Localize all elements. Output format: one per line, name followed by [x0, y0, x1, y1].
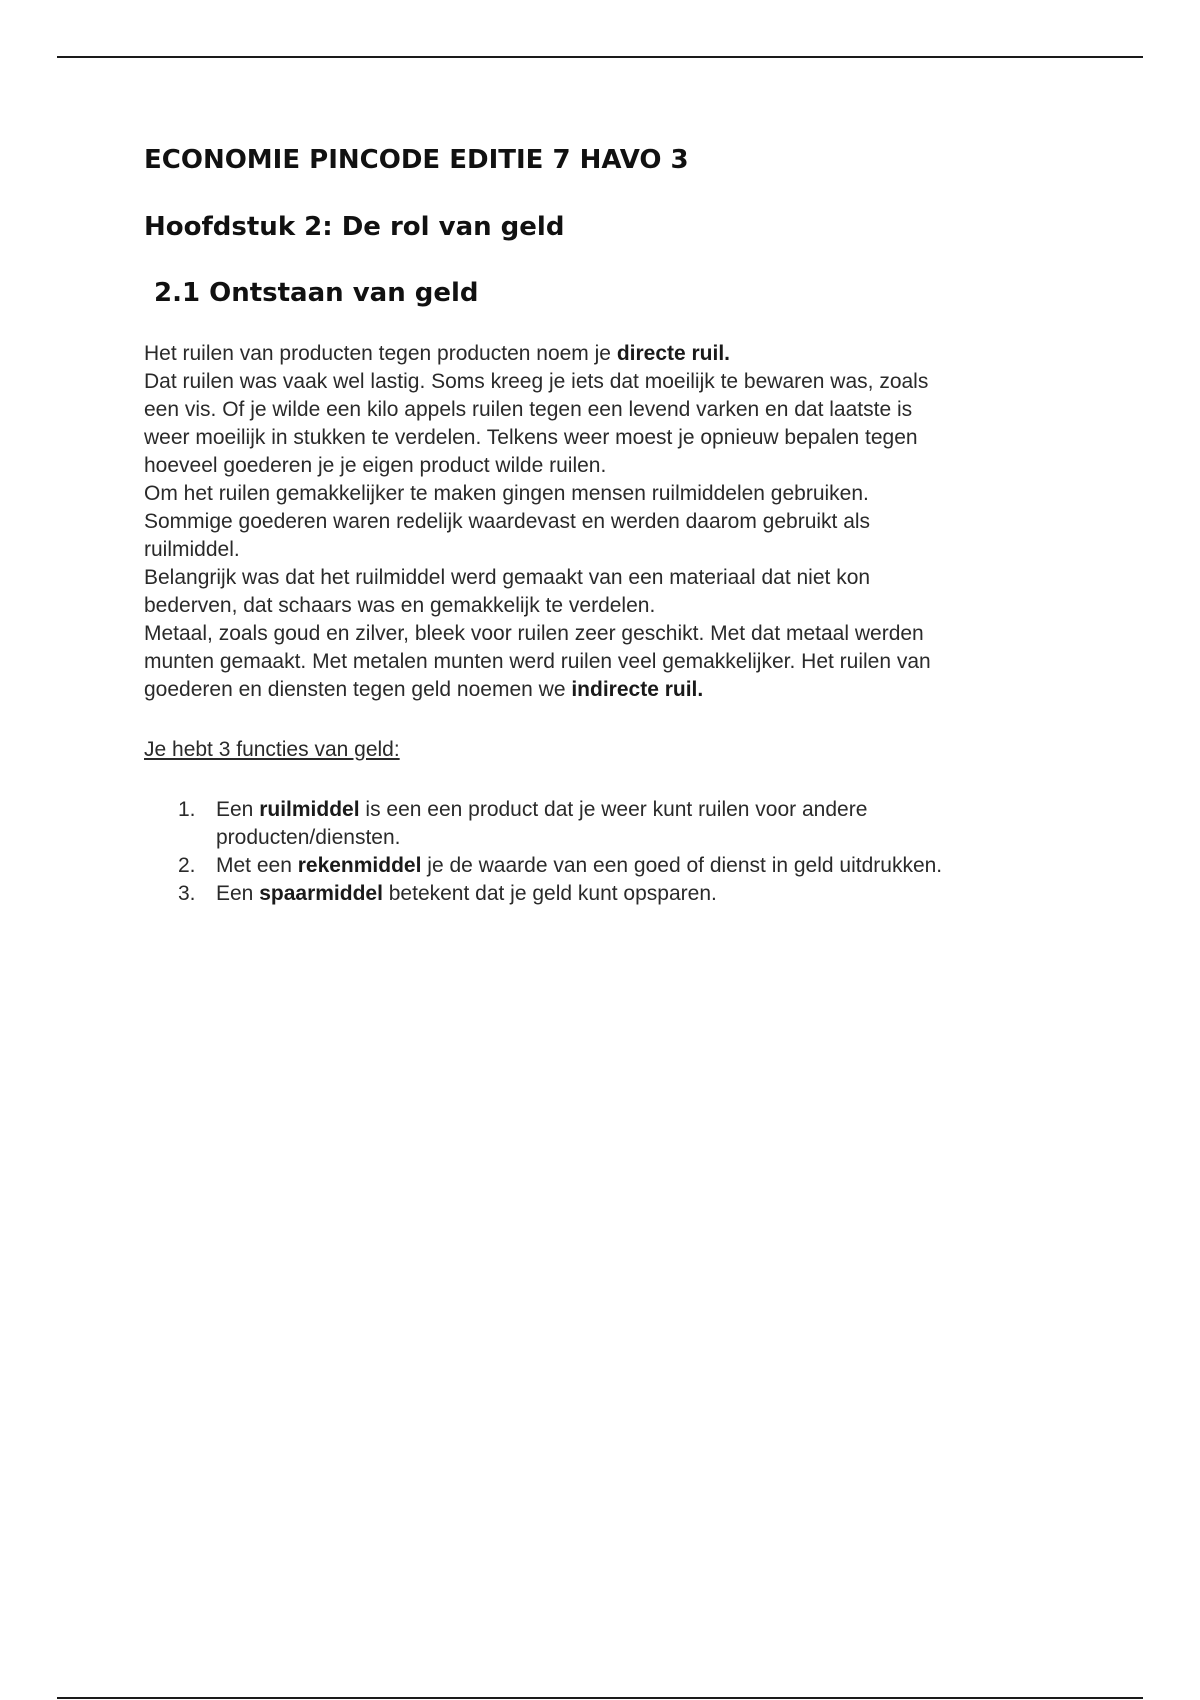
term-rekenmiddel: rekenmiddel [297, 854, 422, 877]
list-item: 2. Met een rekenmiddel je de waarde van een goed of dienst in geld uitdrukken. [178, 854, 943, 877]
body-paragraph [144, 340, 1074, 704]
functions-heading: Je hebt 3 functies van geld: [144, 738, 400, 761]
paragraph-line: goederen en diensten tegen geld noemen we indirecte ruil. [144, 678, 704, 701]
document-title: ECONOMIE PINCODE EDITIE 7 HAVO 3 [144, 145, 689, 175]
paragraph-line: Belangrijk was dat het ruilmiddel werd gemaakt van een materiaal dat niet kon [144, 566, 871, 589]
document-body [144, 138, 1074, 908]
paragraph-line: hoeveel goederen je je eigen product wilde ruilen. [144, 454, 607, 477]
paragraph-line: een vis. Of je wilde een kilo appels ruilen tegen een levend varken en dat laatste is [144, 398, 913, 421]
paragraph-line: ruilmiddel. [144, 538, 240, 561]
section-heading: 2.1 Ontstaan van geld [154, 278, 479, 308]
paragraph-line: Het ruilen van producten tegen producten noem je directe ruil. [144, 342, 731, 365]
paragraph-line: bederven, dat schaars was en gemakkelijk te verdelen. [144, 594, 656, 617]
paragraph-line: Dat ruilen was vaak wel lastig. Soms kreeg je iets dat moeilijk te bewaren was, zoals [144, 370, 929, 393]
paragraph-line: weer moeilijk in stukken te verdelen. Telkens weer moest je opnieuw bepalen tegen [144, 426, 918, 449]
term-spaarmiddel: spaarmiddel [259, 882, 383, 905]
functions-list [144, 796, 1074, 908]
paragraph-line: Om het ruilen gemakkelijker te maken gingen mensen ruilmiddelen gebruiken. [144, 482, 869, 505]
chapter-heading: Hoofdstuk 2: De rol van geld [144, 212, 565, 242]
paragraph-line: Metaal, zoals goud en zilver, bleek voor ruilen zeer geschikt. Met dat metaal werden [144, 622, 924, 645]
term-directe-ruil: directe ruil. [616, 342, 731, 365]
term-indirecte-ruil: indirecte ruil. [571, 678, 704, 701]
list-item: 3. Een spaarmiddel betekent dat je geld kunt opsparen. [178, 882, 717, 905]
term-ruilmiddel: ruilmiddel [259, 798, 360, 821]
paragraph-line: Sommige goederen waren redelijk waardevast en werden daarom gebruikt als [144, 510, 871, 533]
paragraph-line: munten gemaakt. Met metalen munten werd ruilen veel gemakkelijker. Het ruilen van [144, 650, 931, 673]
bottom-rule [57, 1697, 1143, 1699]
top-rule [57, 56, 1143, 58]
list-item: 1. Een ruilmiddel is een een product dat je weer kunt ruilen voor andere producten/diensten. [178, 798, 868, 849]
